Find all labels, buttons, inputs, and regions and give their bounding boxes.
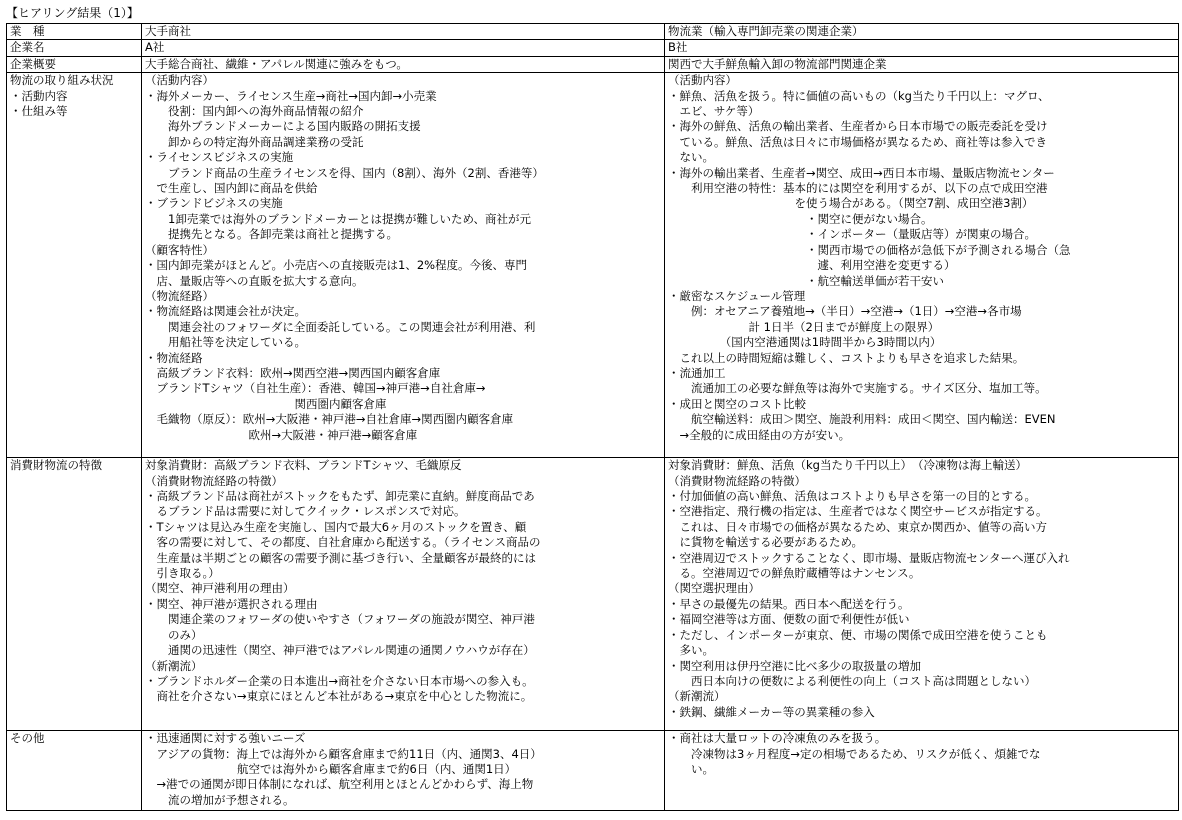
text-line: 遽、利用空港を変更する） — [668, 258, 956, 273]
text-line: ・Tシャツは見込み生産を実施し、国内で最大6ヶ月のストックを置き、顧 — [145, 519, 527, 534]
text-line: ・関空、神戸港が選択される理由 — [145, 596, 318, 611]
text-line: 客の需要に対して、その都度、自社倉庫から配送する。（ライセンス商品の — [145, 535, 541, 550]
text-line: ・ライセンスビジネスの実施 — [145, 150, 294, 165]
other-row — [7, 731, 1179, 811]
industry-b: 物流業（輸入専門卸売業の関連企業） — [665, 24, 1179, 40]
overview-a: 大手総合商社、繊維・アパレル関連に強みをもつ。 — [142, 56, 665, 72]
text-line: ・物流経路は関連会社が決定。 — [145, 304, 306, 319]
text-line: ・関西市場での価格が急低下が予測される場合（急 — [668, 242, 1071, 257]
text-line: 流の増加が予想される。 — [145, 792, 295, 807]
text-line: 利用空港の特性：基本的には関空を利用するが、以下の点で成田空港 — [668, 181, 1048, 196]
text-line: を使う場合がある。（関空7割、成田空港3割） — [668, 196, 1034, 211]
text-line: →港での通関が即日体制になれば、航空利用とほとんどかわらず、海上物 — [145, 777, 534, 792]
text-line: （新潮流） — [145, 658, 203, 673]
text-line: 欧州→大阪港・神戸港→顧客倉庫 — [145, 427, 418, 442]
text-line: これは、日々市場での価格が異なるため、東京か関西か、値等の高い方 — [668, 519, 1048, 534]
logistics-label — [7, 73, 142, 458]
text-line: 対象消費財：鮮魚、活魚（kg当たり千円以上） （冷凍物は海上輸送） — [668, 458, 1027, 473]
consumer-a — [142, 458, 665, 731]
text-line: ている。鮮魚、活魚は日々に市場価格が異なるため、商社等は参入でき — [668, 134, 1048, 149]
text-line: ・ブランドビジネスの実施 — [145, 196, 283, 211]
other-label: その他 — [7, 731, 142, 811]
text-line: ブランド商品の生産ライセンスを得、国内（8割）、海外（2割、香港等） — [145, 165, 544, 180]
text-line: （物流経路） — [145, 288, 214, 303]
company-label: 企業名 — [7, 40, 142, 56]
text-line: ・鮮魚、活魚を扱う。特に価値の高いもの（kg当たり千円以上：マグロ、 — [668, 88, 1050, 103]
consumer-b — [665, 458, 1179, 731]
text-line: ・福岡空港等は方面、便数の面で利便性が低い — [668, 612, 910, 627]
text-line: ・海外の鮮魚、活魚の輸出業者、生産者から日本市場での販売委託を受け — [668, 119, 1048, 134]
text-line: ・空港周辺でストックすることなく、即市場、量販店物流センターへ運び入れ — [668, 550, 1070, 565]
text-line: ・海外メーカー、ライセンス生産→商社→国内卸→小売業 — [145, 88, 437, 103]
text-line: 西日本向けの便数による利便性の向上（コスト高は問題としない） — [668, 673, 1036, 688]
text-line: ・迅速通関に対する強いニーズ — [145, 731, 306, 746]
text-line: るブランド品は需要に対してクイック・レスポンスで対応。 — [145, 504, 466, 519]
text-line: （活動内容） — [668, 73, 737, 88]
overview-label: 企業概要 — [7, 56, 142, 72]
text-line: 用船社等を決定している。 — [145, 335, 306, 350]
text-line: 通関の迅速性（関空、神戸港ではアパレル関連の通関ノウハウが存在） — [145, 643, 535, 658]
text-line: 卸からの特定海外商品調達業務の受託 — [145, 134, 364, 149]
consumer-label: 消費財物流の特徴 — [7, 458, 142, 731]
text-line: ・関空利用は伊丹空港に比べ多少の取扱量の増加 — [668, 658, 921, 673]
other-b — [665, 731, 1179, 811]
text-line: 生産量は半期ごとの顧客の需要予測に基づき行い、全量顧客が最終的には — [145, 550, 536, 565]
text-line: ・インポーター（量販店等）が関東の場合。 — [668, 227, 1036, 242]
text-line: 関連会社のフォワーダに全面委託している。この関連会社が利用港、利 — [145, 319, 536, 334]
company-a: A社 — [142, 40, 665, 56]
text-line: ・物流経路 — [145, 350, 203, 365]
company-row — [7, 40, 1179, 56]
text-line: ない。 — [668, 150, 714, 165]
text-line: （消費財物流経路の特徴） — [668, 473, 806, 488]
company-b: B社 — [665, 40, 1179, 56]
text-line: る。空港周辺での鮮魚貯蔵槽等はナンセンス。 — [668, 566, 921, 581]
industry-a: 大手商社 — [142, 24, 665, 40]
text-line: 流通加工の必要な鮮魚等は海外で実施する。サイズ区分、塩加工等。 — [668, 381, 1047, 396]
text-line: ブランドTシャツ（自社生産）：香港、韓国→神戸港→自社倉庫→ — [145, 381, 486, 396]
text-line: （顧客特性） — [145, 242, 214, 257]
industry-row — [7, 24, 1179, 40]
text-line: （関空選択理由） — [668, 581, 760, 596]
text-line: ・ただし、インポーターが東京、便、市場の関係で成田空港を使うことも — [668, 627, 1048, 642]
text-line: ・早さの最優先の結果。西日本へ配送を行う。 — [668, 596, 910, 611]
text-line: 冷凍物は3ヶ月程度→定の相場であるため、リスクが低く、煩雑でな — [668, 746, 1041, 761]
text-line: 毛織物（原反）：欧州→大阪港・神戸港→自社倉庫→関西圏内顧客倉庫 — [145, 412, 514, 427]
text-line: （新潮流） — [668, 689, 726, 704]
text-line: ・付加価値の高い鮮魚、活魚はコストよりも早さを第一の目的とする。 — [668, 489, 1036, 504]
text-line: ・厳密なスケジュール管理 — [668, 288, 806, 303]
text-line: アジアの貨物：海上では海外から顧客倉庫まで約11日（内、通関3、4日） — [145, 746, 542, 761]
logistics-b — [665, 73, 1179, 458]
text-line: 商社を介さない→東京にほとんど本社がある→東京を中心とした物流に。 — [145, 689, 533, 704]
text-line: （国内空港通関は1時間半から3時間以内） — [668, 335, 942, 350]
text-line: 海外ブランドメーカーによる国内販路の開拓支援 — [145, 119, 421, 134]
text-line: （関空、神戸港利用の理由） — [145, 581, 295, 596]
text-line: 店、量販店等への直販を拡大する意向。 — [145, 273, 364, 288]
overview-row — [7, 56, 1179, 72]
text-line: 役割：国内卸への海外商品情報の紹介 — [145, 104, 364, 119]
text-line: ・航空輸送単価が若干安い — [668, 273, 944, 288]
text-line: ・流通加工 — [668, 365, 726, 380]
text-line: ・活動内容 — [10, 88, 68, 103]
other-a — [142, 731, 665, 811]
text-line: 航空輸送料：成田＞関空、施設利用料：成田＜関空、国内輸送：EVEN — [668, 412, 1056, 427]
text-line: ・国内卸売業がほとんど。小売店への直接販売は1、2%程度。今後、専門 — [145, 258, 528, 273]
text-line: 提携先となる。各卸売業は商社と提携する。 — [145, 227, 398, 242]
text-line: のみ） — [145, 627, 203, 642]
text-line: これ以上の時間短縮は難しく、コストよりも早さを追求した結果。 — [668, 350, 1025, 365]
text-line: で生産し、国内卸に商品を供給 — [145, 181, 318, 196]
text-line: 多い。 — [668, 643, 714, 658]
text-line: ・鉄鋼、繊維メーカー等の異業種の参入 — [668, 704, 875, 719]
text-line: （活動内容） — [145, 73, 214, 88]
text-line: ・関空に便がない場合。 — [668, 211, 933, 226]
consumer-row — [7, 458, 1179, 731]
text-line: ・空港指定、飛行機の指定は、生産者ではなく関空サービスが指定する。 — [668, 504, 1048, 519]
text-line: ・海外の輸出業者、生産者→関空、成田→西日本市場、量販店物流センター — [668, 165, 1055, 180]
text-line: 対象消費財：高級ブランド衣料、ブランドTシャツ、毛織原反 — [145, 458, 462, 473]
logistics-row — [7, 73, 1179, 458]
text-line: エビ、サケ等） — [668, 104, 760, 119]
page-title: 【ヒアリング結果（1）】 — [6, 6, 139, 20]
text-line: ・商社は大量ロットの冷凍魚のみを扱う。 — [668, 731, 887, 746]
text-line: 航空では海外から顧客倉庫まで約6日（内、通関1日） — [145, 762, 517, 777]
text-line: に貨物を輸送する必要があるため。 — [668, 535, 864, 550]
text-line: 高級ブランド衣料：欧州→関西空港→関西国内顧客倉庫 — [145, 365, 441, 380]
text-line: ・ブランドホルダー企業の日本進出→商社を介さない日本市場への参入も。 — [145, 673, 534, 688]
text-line: 関西圏内顧客倉庫 — [145, 396, 387, 411]
text-line: 計 1日半（2日までが鮮度上の限界） — [668, 319, 940, 334]
hearing-results-table — [6, 23, 1179, 811]
text-line: い。 — [668, 762, 714, 777]
logistics-a — [142, 73, 665, 458]
text-line: ・仕組み等 — [10, 104, 68, 119]
text-line: →全般的に成田経由の方が安い。 — [668, 427, 851, 442]
text-line: ・高級ブランド品は商社がストックをもたず、卸売業に直納。鮮度商品であ — [145, 489, 535, 504]
text-line: （消費財物流経路の特徴） — [145, 473, 283, 488]
text-line: 例：オセアニア養殖地→（半日）→空港→（1日）→空港→各市場 — [668, 304, 1022, 319]
text-line: 引き取る。） — [145, 566, 220, 581]
text-line: 物流の取り組み状況 — [10, 73, 114, 88]
text-line: 関連企業のフォワーダの使いやすさ（フォワーダの施設が関空、神戸港 — [145, 612, 535, 627]
text-line: ・成田と関空のコスト比較 — [668, 396, 806, 411]
text-line: 1卸売業では海外のブランドメーカーとは提携が難しいため、商社が元 — [145, 211, 532, 226]
overview-b: 関西で大手鮮魚輸入卸の物流部門関連企業 — [665, 56, 1179, 72]
industry-label: 業 種 — [7, 24, 142, 40]
